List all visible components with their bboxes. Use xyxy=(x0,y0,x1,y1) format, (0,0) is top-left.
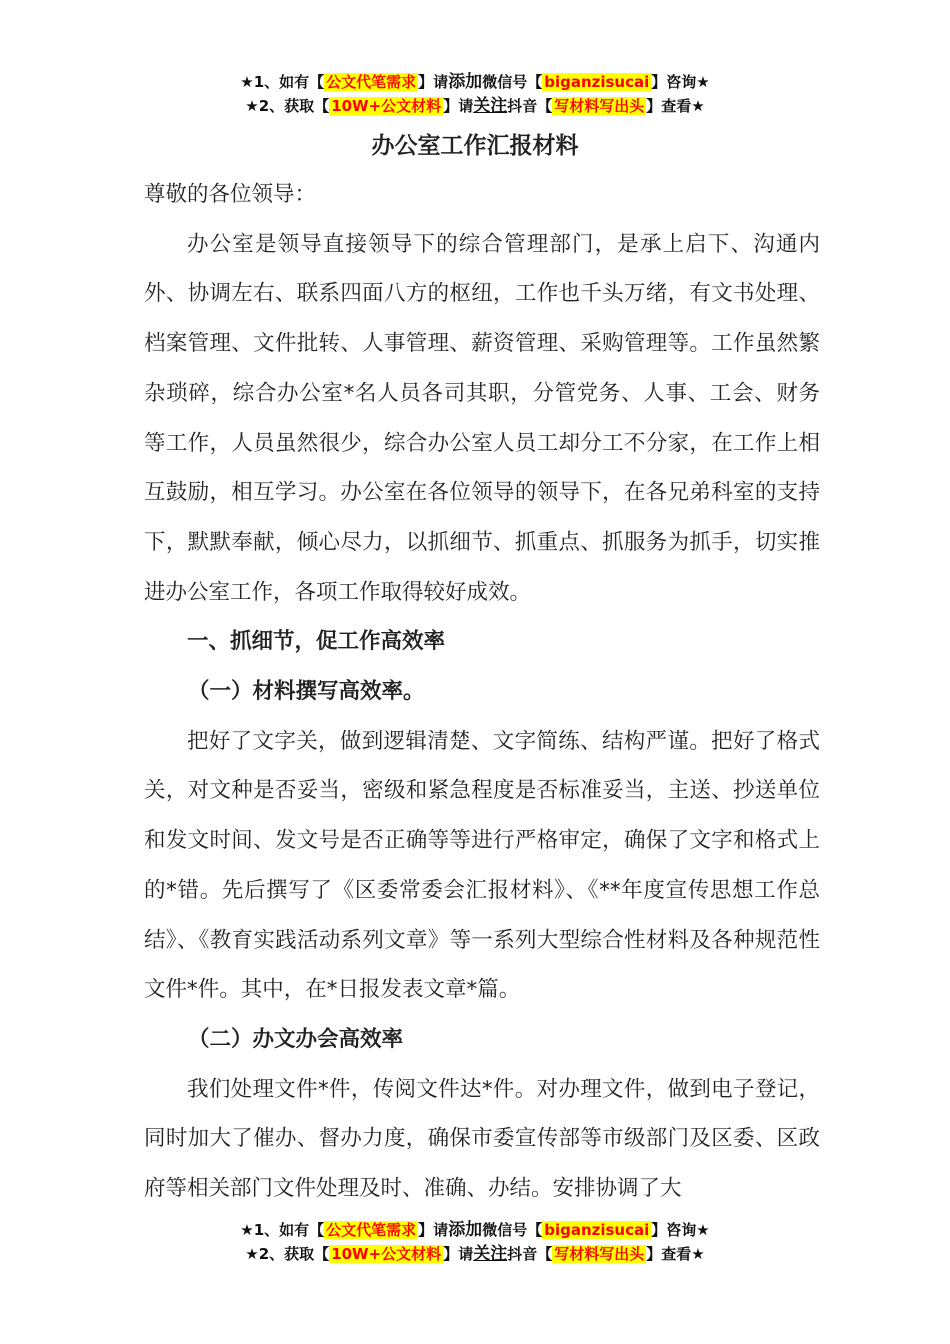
subsection-paragraph: 把好了文字关，做到逻辑清楚、文字简练、结构严谨。把好了格式关，对文种是否妥当，密级和紧急程度是否标准妥当，主送、抄送单位和发文时间、发文号是否正确等等进行严格审定，确保了文字和格式上的*错。先后撰写了《区委常委会汇报材料》、《**年度宣传思想工作总结》、《教育实践活动系列文章》等一系列大型综合性材料及各种规范性文件*件。其中，在*日报发表文章*篇。 xyxy=(144,728,820,1003)
promo-highlight-douyin: 写材料写出头 xyxy=(554,97,645,115)
promo-footer xyxy=(0,1218,950,1266)
star-icon: ★ xyxy=(240,73,254,91)
promo-text: 2、获取【 xyxy=(258,97,330,115)
promo-highlight-service: 公文代笔需求 xyxy=(326,1221,417,1239)
promo-line-1 xyxy=(0,70,950,94)
subsection-heading: （一）材料撰写高效率。 xyxy=(188,679,425,705)
promo-emphasis: 添加 xyxy=(448,1220,483,1240)
star-icon: ★ xyxy=(691,1245,705,1263)
promo-text: 抖音【 xyxy=(507,1245,553,1263)
promo-text: 2、获取【 xyxy=(258,1245,330,1263)
document-title: 办公室工作汇报材料 xyxy=(371,133,579,159)
promo-emphasis: 关注 xyxy=(473,1244,508,1264)
star-icon: ★ xyxy=(240,1221,254,1239)
promo-text: 】查看 xyxy=(646,97,692,115)
promo-highlight-materials: 10W+公文材料 xyxy=(331,1245,442,1263)
promo-text: 1、如有【 xyxy=(253,1221,325,1239)
promo-line-1 xyxy=(0,1218,950,1242)
subsection-paragraph: 我们处理文件*件，传阅文件达*件。对办理文件，做到电子登记，同时加大了催办、督办力度，确保市委宣传部等市级部门及区委、区政府等相关部门文件处理及时、准确、办结。安排协调了大 xyxy=(144,1076,820,1202)
promo-text: 】请 xyxy=(418,1221,449,1239)
star-icon: ★ xyxy=(696,73,710,91)
star-icon: ★ xyxy=(245,97,259,115)
promo-text: 微信号【 xyxy=(482,73,543,91)
promo-highlight-service: 公文代笔需求 xyxy=(326,73,417,91)
promo-emphasis: 添加 xyxy=(448,72,483,92)
star-icon: ★ xyxy=(691,97,705,115)
subsection-heading: （二）办文办会高效率 xyxy=(188,1026,404,1052)
intro-paragraph: 办公室是领导直接领导下的综合管理部门，是承上启下、沟通内外、协调左右、联系四面八方的枢纽，工作也千头万绪，有文书处理、档案管理、文件批转、人事管理、薪资管理、采购管理等。工作虽然繁杂琐碎，综合办公室*名人员各司其职，分管党务、人事、工会、财务等工作，人员虽然很少，综合办公室人员工却分工不分家，在工作上相互鼓励，相互学习。办公室在各位领导的领导下，在各兄弟科室的支持下，默默奉献，倾心尽力，以抓细节、抓重点、抓服务为抓手，切实推进办公室工作，各项工作取得较好成效。 xyxy=(144,231,820,605)
promo-line-2 xyxy=(0,94,950,118)
section-heading: 一、抓细节，促工作高效率 xyxy=(187,629,446,655)
promo-highlight-wechat-id: biganzisucai xyxy=(544,1221,650,1239)
promo-emphasis: 关注 xyxy=(473,96,508,116)
promo-header xyxy=(0,70,950,118)
promo-text: 】咨询 xyxy=(651,73,697,91)
document-body xyxy=(144,170,820,1214)
promo-text: 】请 xyxy=(443,97,474,115)
promo-highlight-wechat-id: biganzisucai xyxy=(544,73,650,91)
salutation: 尊敬的各位领导： xyxy=(144,182,317,207)
star-icon: ★ xyxy=(696,1221,710,1239)
promo-text: 微信号【 xyxy=(482,1221,543,1239)
promo-text: 抖音【 xyxy=(507,97,553,115)
promo-text: 】咨询 xyxy=(651,1221,697,1239)
promo-line-2 xyxy=(0,1242,950,1266)
star-icon: ★ xyxy=(245,1245,259,1263)
promo-highlight-materials: 10W+公文材料 xyxy=(331,97,442,115)
promo-text: 】请 xyxy=(443,1245,474,1263)
promo-highlight-douyin: 写材料写出头 xyxy=(554,1245,645,1263)
promo-text: 】请 xyxy=(418,73,449,91)
promo-text: 1、如有【 xyxy=(253,73,325,91)
promo-text: 】查看 xyxy=(646,1245,692,1263)
